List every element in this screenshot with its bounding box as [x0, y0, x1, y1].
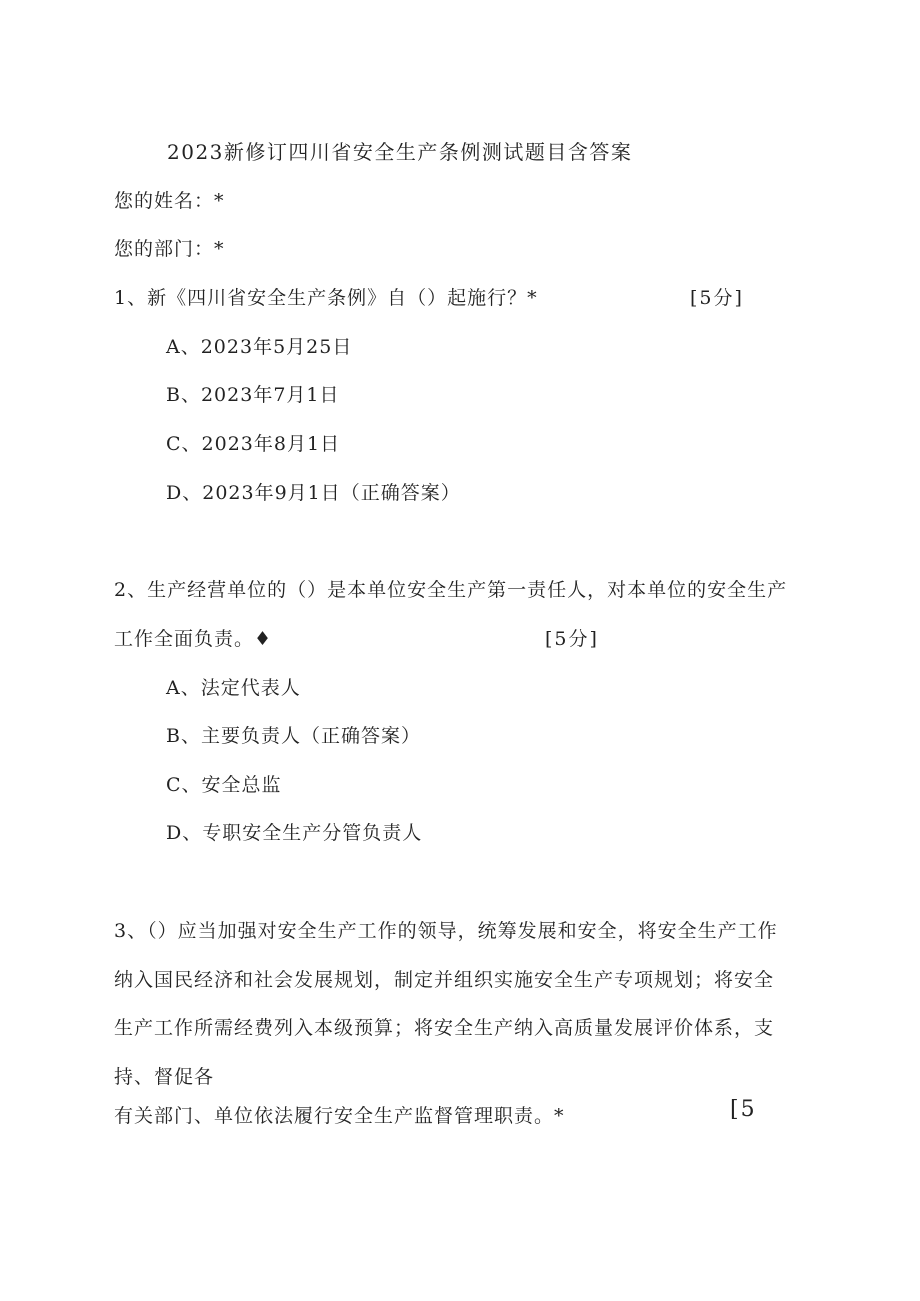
question-stem: 2、生产经营单位的（）是本单位安全生产第一责任人，对本单位的安全生产: [114, 579, 788, 601]
question-score: [5分]: [545, 628, 599, 650]
document-title: 2023新修订四川省安全生产条例测试题目含答案: [167, 140, 633, 164]
option-c[interactable]: C、2023年8月1日: [166, 433, 341, 455]
department-field-label: 您的部门：*: [114, 238, 225, 260]
option-a[interactable]: A、法定代表人: [166, 677, 301, 699]
question-stem: 有关部门、单位依法履行安全生产监督管理职责。*: [114, 1105, 565, 1127]
question-stem: 工作全面负责。♦: [114, 628, 273, 650]
question-score: [5分]: [690, 287, 744, 309]
option-c[interactable]: C、安全总监: [166, 774, 282, 796]
option-b[interactable]: B、主要负责人（正确答案）: [166, 725, 421, 747]
question-stem: 3、（）应当加强对安全生产工作的领导，统筹发展和安全，将安全生产工作: [114, 920, 778, 942]
question-stem: 1、新《四川省安全生产条例》自（）起施行？*: [114, 287, 538, 309]
question-stem: 生产工作所需经费列入本级预算；将安全生产纳入高质量发展评价体系，支: [114, 1017, 775, 1039]
option-b[interactable]: B、2023年7月1日: [166, 384, 340, 406]
option-d[interactable]: D、2023年9月1日（正确答案）: [166, 482, 461, 504]
name-field-label: 您的姓名：*: [114, 190, 225, 212]
option-d[interactable]: D、专职安全生产分管负责人: [166, 822, 423, 844]
question-score: [5: [730, 1097, 757, 1122]
option-a[interactable]: A、2023年5月25日: [166, 336, 353, 358]
question-stem: 纳入国民经济和社会发展规划，制定并组织实施安全生产专项规划；将安全: [114, 969, 775, 991]
question-stem: 持、督促各: [114, 1066, 215, 1088]
